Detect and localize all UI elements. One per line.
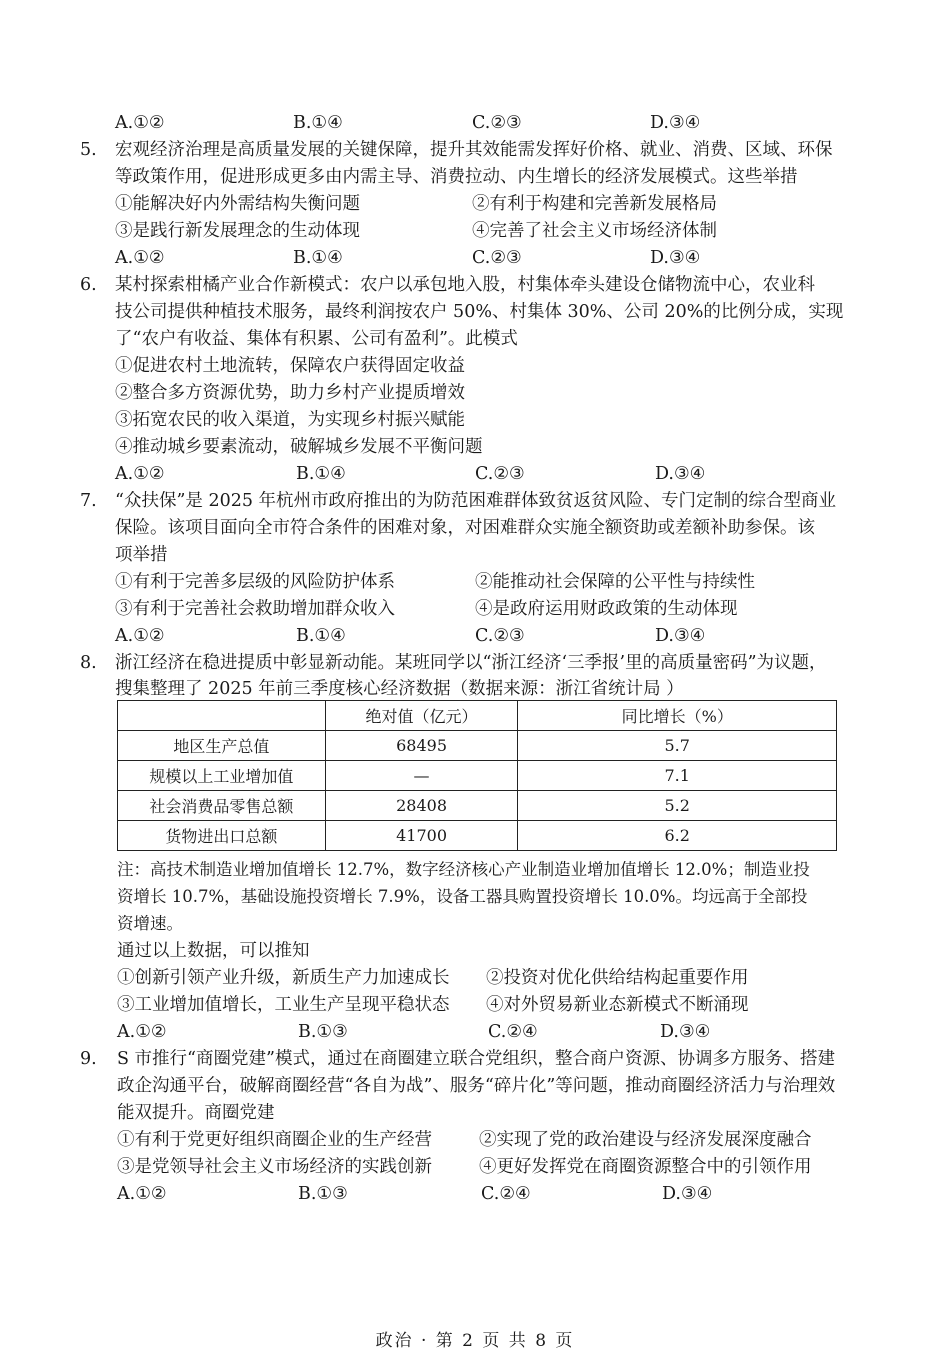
table-cell: — [325,761,518,791]
option-d: D.③④ [655,464,706,484]
statement-2: ②整合多方资源优势，助力乡村产业提质增效 [115,383,465,403]
option-a: A.①② [117,1022,167,1042]
option-a: A.①② [115,464,165,484]
statement-3: ③工业增加值增长，工业生产呈现平稳状态 [117,995,450,1015]
question-stem-line: 项举措 [115,545,168,565]
option-c: C.②③ [472,248,522,268]
option-c: C.②④ [488,1022,538,1042]
question-stem-line: 宏观经济治理是高质量发展的关键保障，提升其效能需发挥好价格、就业、消费、区域、环保 [115,140,833,160]
question-number: 7. [80,491,97,511]
statement-2: ②能推动社会保障的公平性与持续性 [475,572,755,592]
option-b: B.①④ [296,626,346,646]
question-prompt: 通过以上数据，可以推知 [117,941,310,961]
question-stem-line: 了“农户有收益、集体有积累、公司有盈利”。此模式 [115,329,518,349]
table-cell: 货物进出口总额 [118,821,326,851]
option-a: A.①② [115,248,165,268]
statement-3: ③有利于完善社会救助增加群众收入 [115,599,395,619]
statement-4: ④是政府运用财政政策的生动体现 [475,599,738,619]
question-number: 8. [80,653,97,673]
statement-4: ④对外贸易新业态新模式不断涌现 [486,995,749,1015]
economic-data-table [117,700,837,851]
table-cell: 6.2 [518,821,837,851]
table-cell: 7.1 [518,761,837,791]
option-d: D.③④ [650,113,701,133]
table-cell: 28408 [325,791,518,821]
statement-1: ①促进农村土地流转，保障农户获得固定收益 [115,356,465,376]
statement-4: ④更好发挥党在商圈资源整合中的引领作用 [479,1157,812,1177]
statement-4: ④推动城乡要素流动，破解城乡发展不平衡问题 [115,437,483,457]
statement-1: ①有利于完善多层级的风险防护体系 [115,572,395,592]
question-stem-line: 保险。该项目面向全市符合条件的困难对象，对困难群众实施全额资助或差额补助参保。该 [115,518,815,538]
option-c: C.②③ [472,113,522,133]
statement-1: ①创新引领产业升级，新质生产力加速成长 [117,968,450,988]
table-row [118,791,837,821]
table-header-cell [118,701,326,731]
statement-1: ①有利于党更好组织商圈企业的生产经营 [117,1130,432,1150]
option-b: B.①④ [296,464,346,484]
option-b: B.①③ [298,1022,348,1042]
question-stem-line: 搜集整理了 2025 年前三季度核心经济数据（数据来源：浙江省统计局 ） [115,679,684,699]
option-c: C.②③ [475,464,525,484]
statement-2: ②实现了党的政治建设与经济发展深度融合 [479,1130,812,1150]
table-row [118,821,837,851]
table-cell: 5.2 [518,791,837,821]
option-c: C.②④ [481,1184,531,1204]
option-b: B.①④ [293,248,343,268]
question-stem-line: 某村探索柑橘产业合作新模式：农户以承包地入股，村集体牵头建设仓储物流中心，农业科 [115,275,815,295]
statement-3: ③是党领导社会主义市场经济的实践创新 [117,1157,432,1177]
option-d: D.③④ [662,1184,713,1204]
option-b: B.①③ [298,1184,348,1204]
statement-1: ①能解决好内外需结构失衡问题 [115,194,360,214]
table-note-line: 资增速。 [117,914,183,933]
option-b: B.①④ [293,113,343,133]
question-stem-line: 政企沟通平台，破解商圈经营“各自为战”、服务“碎片化”等问题，推动商圈经济活力与治理效 [117,1076,836,1096]
table-header-cell: 绝对值（亿元） [325,701,518,731]
option-a: A.①② [117,1184,167,1204]
question-stem-line: 等政策作用，促进形成更多由内需主导、消费拉动、内生增长的经济发展模式。这些举措 [115,167,798,187]
question-number: 5. [80,140,97,160]
statement-4: ④完善了社会主义市场经济体制 [472,221,717,241]
question-stem-line: S 市推行“商圈党建”模式，通过在商圈建立联合党组织，整合商户资源、协调多方服务、搭建 [117,1049,835,1069]
table-note-line: 资增长 10.7%，基础设施投资增长 7.9%，设备工器具购置投资增长 10.0%。均远高于全部投 [117,887,808,906]
table-cell: 68495 [325,731,518,761]
table-cell: 地区生产总值 [118,731,326,761]
table-cell: 5.7 [518,731,837,761]
question-number: 9. [80,1049,97,1069]
question-stem-line: 技公司提供种植技术服务，最终利润按农户 50%、村集体 30%、公司 20%的比例分成，实现 [115,302,844,322]
option-d: D.③④ [660,1022,711,1042]
statement-2: ②有利于构建和完善新发展格局 [472,194,717,214]
table-row [118,731,837,761]
option-d: D.③④ [655,626,706,646]
statement-3: ③拓宽农民的收入渠道，为实现乡村振兴赋能 [115,410,465,430]
question-stem-line: “众扶保”是 2025 年杭州市政府推出的为防范困难群体致贫返贫风险、专门定制的综合型商业 [115,491,837,511]
option-c: C.②③ [475,626,525,646]
option-a: A.①② [115,626,165,646]
question-stem-line: 能双提升。商圈党建 [117,1103,275,1123]
option-a: A.①② [115,113,165,133]
question-number: 6. [80,275,97,295]
option-d: D.③④ [650,248,701,268]
page-footer: 政治 · 第 2 页 共 8 页 [375,1331,575,1351]
table-cell: 41700 [325,821,518,851]
table-header-row [118,701,837,731]
table-note-line: 注：高技术制造业增加值增长 12.7%，数字经济核心产业制造业增加值增长 12.0%；制造业投 [117,860,810,879]
table-header-cell: 同比增长（%） [518,701,837,731]
statement-2: ②投资对优化供给结构起重要作用 [486,968,749,988]
table-cell: 社会消费品零售总额 [118,791,326,821]
table-row [118,761,837,791]
table-cell: 规模以上工业增加值 [118,761,326,791]
statement-3: ③是践行新发展理念的生动体现 [115,221,360,241]
question-stem-line: 浙江经济在稳进提质中彰显新动能。某班同学以“浙江经济‘三季报’里的高质量密码”为议题， [115,653,827,673]
